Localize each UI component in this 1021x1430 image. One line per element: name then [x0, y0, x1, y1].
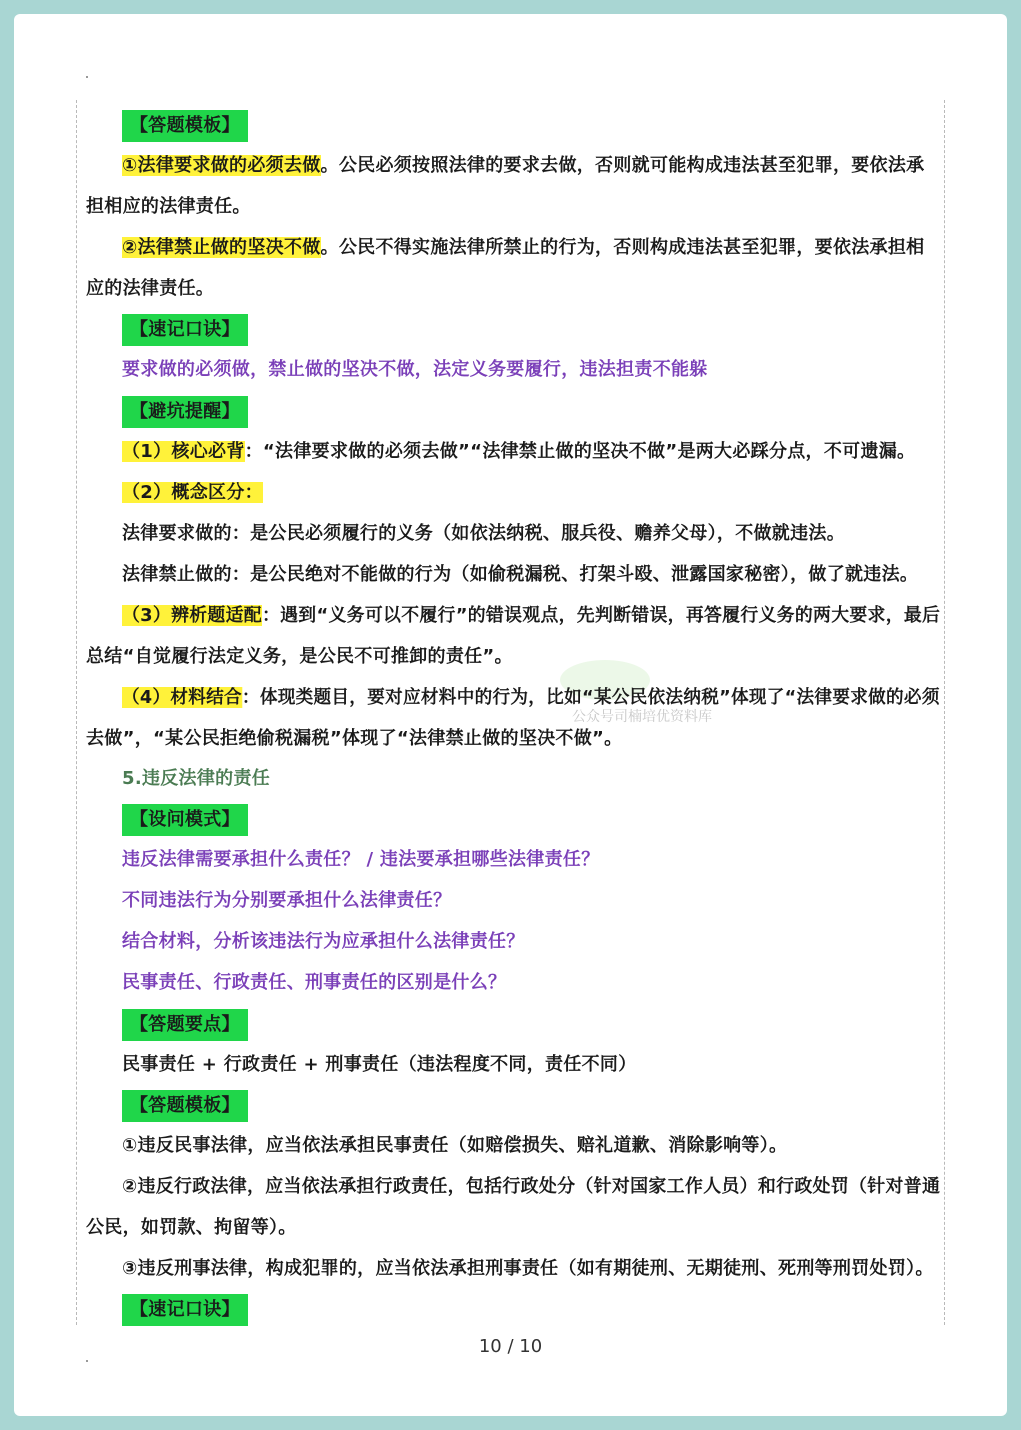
page-frame: [14, 14, 1007, 1416]
key-points-tag: 【答题要点】: [122, 1009, 248, 1041]
paragraph-2-line-1: ②法律禁止做的坚决不做。公民不得实施法律所禁止的行为，否则构成违法甚至犯罪，要依法承担相: [122, 237, 925, 258]
paragraph-2-line-2: 应的法律责任。: [86, 278, 215, 299]
answer-template-tag: 【答题模板】: [122, 110, 248, 142]
pitfall-4-line-1: （4）材料结合：体现类题目，要对应材料中的行为，比如“某公民依法纳税”体现了“法律要求做的必须: [122, 687, 940, 708]
answer-template-tag-2: 【答题模板】: [122, 1090, 248, 1122]
question-mode-tag: 【设问模式】: [122, 804, 248, 836]
template-2-line-2: 公民，如罚款、拘留等）。: [86, 1217, 297, 1238]
pitfall-4-line-2: 去做”，“某公民拒绝偷税漏税”体现了“法律禁止做的坚决不做”。: [86, 728, 623, 749]
mnemonic-text: 要求做的必须做，禁止做的坚决不做，法定义务要履行，违法担责不能躲: [122, 359, 708, 380]
pitfall-tag: 【避坑提醒】: [122, 396, 248, 428]
question-3: 结合材料，分析该违法行为应承担什么法律责任？: [122, 931, 525, 952]
pitfall-2-a: 法律要求做的：是公民必须履行的义务（如依法纳税、服兵役、赡养父母），不做就违法。: [122, 523, 845, 544]
template-3: ③违反刑事法律，构成犯罪的，应当依法承担刑事责任（如有期徒刑、无期徒刑、死刑等刑罚处罚）。: [122, 1258, 934, 1279]
corner-mark: [86, 1360, 88, 1362]
left-margin-line: [76, 100, 77, 1325]
highlight-text: ②法律禁止做的坚决不做: [122, 237, 321, 258]
mnemonic-tag-2: 【速记口诀】: [122, 1294, 248, 1326]
pitfall-3-line-2: 总结“自觉履行法定义务，是公民不可推卸的责任”。: [86, 646, 513, 667]
template-2-line-1: ②违反行政法律，应当依法承担行政责任，包括行政处分（针对国家工作人员）和行政处罚（针对普通: [122, 1176, 941, 1197]
paragraph-1-line-2: 担相应的法律责任。: [86, 196, 251, 217]
pitfall-2-b: 法律禁止做的：是公民绝对不能做的行为（如偷税漏税、打架斗殴、泄露国家秘密），做了就违法。: [122, 564, 919, 585]
paragraph-1-line-1: ①法律要求做的必须去做。公民必须按照法律的要求去做，否则就可能构成违法甚至犯罪，要依法承: [122, 155, 925, 176]
key-points-text: 民事责任 + 行政责任 + 刑事责任（违法程度不同，责任不同）: [122, 1054, 637, 1075]
pitfall-2-heading: （2）概念区分：: [122, 482, 263, 503]
question-4: 民事责任、行政责任、刑事责任的区别是什么？: [122, 972, 507, 993]
question-2: 不同违法行为分别要承担什么法律责任？: [122, 890, 452, 911]
watermark: 公众号司楠培优资料库: [572, 709, 712, 725]
pitfall-1: （1）核心必背：“法律要求做的必须去做”“法律禁止做的坚决不做”是两大必踩分点，不可遗漏。: [122, 441, 916, 462]
template-1: ①违反民事法律，应当依法承担民事责任（如赔偿损失、赔礼道歉、消除影响等）。: [122, 1135, 788, 1156]
page-number: 10 / 10: [478, 1336, 543, 1357]
highlight-text: ①法律要求做的必须去做: [122, 155, 321, 176]
mnemonic-tag: 【速记口诀】: [122, 314, 248, 346]
question-1: 违反法律需要承担什么责任？ / 违法要承担哪些法律责任？: [122, 849, 600, 870]
right-margin-line: [944, 100, 945, 1325]
pitfall-3-line-1: （3）辨析题适配：遇到“义务可以不履行”的错误观点，先判断错误，再答履行义务的两大要求，最后: [122, 605, 941, 626]
corner-mark: [86, 76, 88, 78]
section-heading: 5.违反法律的责任: [122, 768, 271, 789]
